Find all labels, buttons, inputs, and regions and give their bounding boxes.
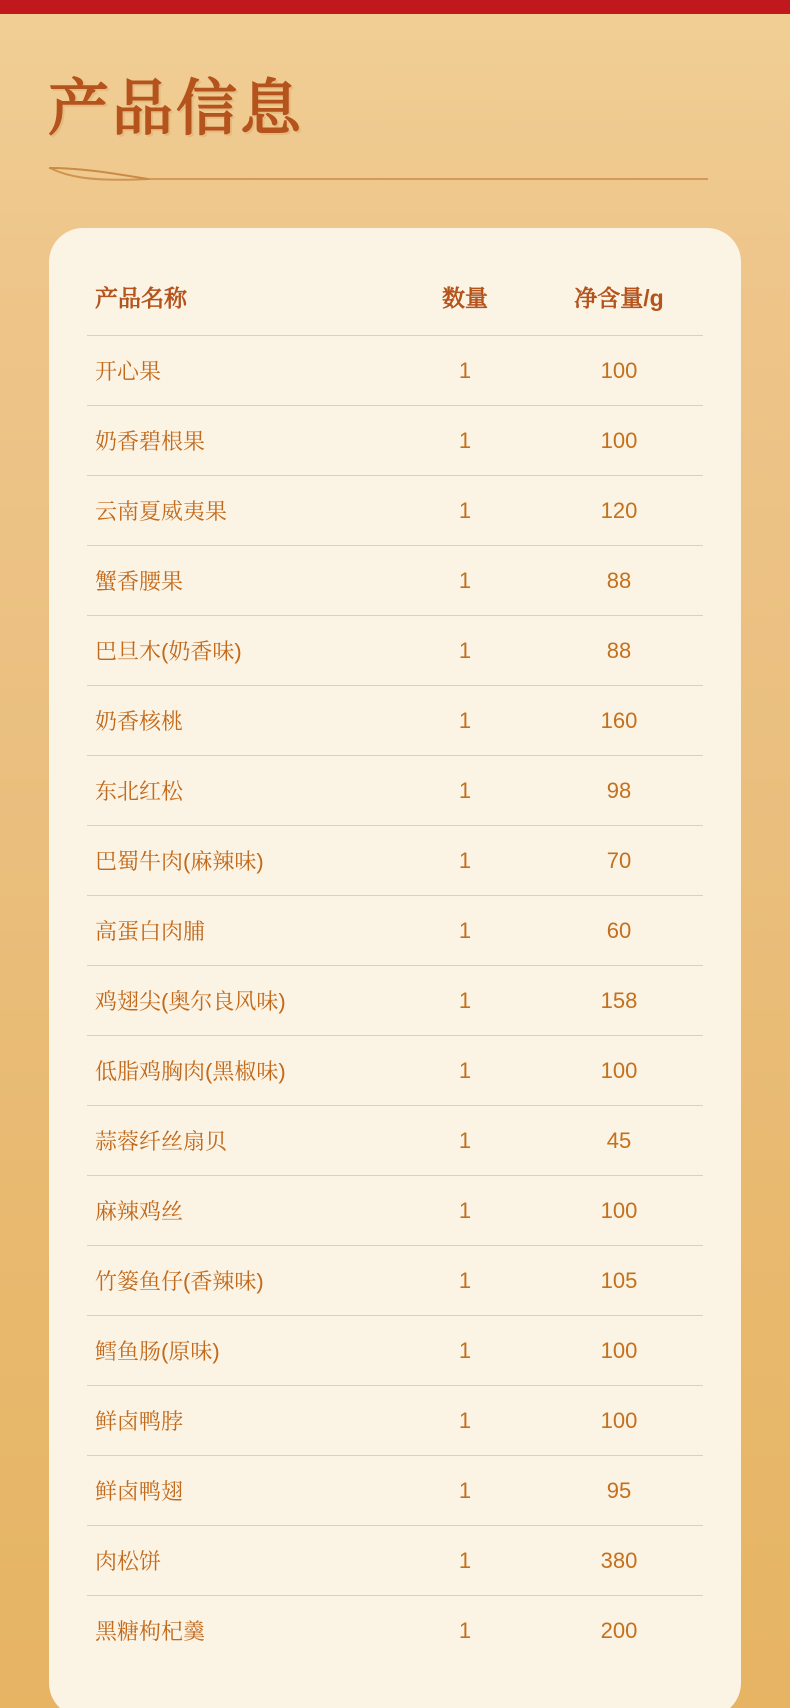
table-row (87, 966, 703, 1036)
cell-net-weight: 105 (535, 1246, 703, 1316)
cell-net-weight: 100 (535, 1386, 703, 1456)
cell-net-weight: 100 (535, 336, 703, 406)
page-content (0, 14, 790, 1708)
title-block (0, 14, 790, 192)
table-header-row (87, 272, 703, 336)
table-row (87, 896, 703, 966)
cell-product-name: 竹篓鱼仔(香辣味) (87, 1246, 395, 1316)
cell-quantity: 1 (395, 546, 535, 616)
cell-net-weight: 70 (535, 826, 703, 896)
cell-product-name: 奶香碧根果 (87, 406, 395, 476)
cell-net-weight: 160 (535, 686, 703, 756)
table-header (87, 272, 703, 336)
column-header-qty: 数量 (442, 285, 488, 312)
table-row (87, 1456, 703, 1526)
cell-quantity: 1 (395, 1316, 535, 1386)
cell-quantity: 1 (395, 1176, 535, 1246)
table-row (87, 1176, 703, 1246)
table-row (87, 1596, 703, 1666)
cell-quantity: 1 (395, 826, 535, 896)
cell-quantity: 1 (395, 966, 535, 1036)
cell-product-name: 黑糖枸杞羹 (87, 1596, 395, 1666)
table-row (87, 686, 703, 756)
cell-quantity: 1 (395, 336, 535, 406)
table-row (87, 1316, 703, 1386)
cell-product-name: 蟹香腰果 (87, 546, 395, 616)
divider-line (143, 178, 708, 180)
cell-quantity: 1 (395, 1456, 535, 1526)
cell-product-name: 鳕鱼肠(原味) (87, 1316, 395, 1386)
table-row (87, 826, 703, 896)
table-row (87, 1036, 703, 1106)
table-row (87, 1386, 703, 1456)
title-divider (48, 166, 708, 192)
cell-net-weight: 100 (535, 1176, 703, 1246)
table-row (87, 1246, 703, 1316)
cell-quantity: 1 (395, 756, 535, 826)
cell-product-name: 东北红松 (87, 756, 395, 826)
table-row (87, 476, 703, 546)
cell-product-name: 巴蜀牛肉(麻辣味) (87, 826, 395, 896)
table-row (87, 336, 703, 406)
cell-net-weight: 60 (535, 896, 703, 966)
table-row (87, 546, 703, 616)
cell-product-name: 巴旦木(奶香味) (87, 616, 395, 686)
cell-quantity: 1 (395, 686, 535, 756)
cell-product-name: 奶香核桃 (87, 686, 395, 756)
cell-product-name: 鸡翅尖(奥尔良风味) (87, 966, 395, 1036)
cell-quantity: 1 (395, 1106, 535, 1176)
cell-product-name: 鲜卤鸭脖 (87, 1386, 395, 1456)
cell-quantity: 1 (395, 406, 535, 476)
cell-product-name: 肉松饼 (87, 1526, 395, 1596)
cell-quantity: 1 (395, 476, 535, 546)
cell-product-name: 高蛋白肉脯 (87, 896, 395, 966)
cell-product-name: 低脂鸡胸肉(黑椒味) (87, 1036, 395, 1106)
cell-product-name: 云南夏威夷果 (87, 476, 395, 546)
cell-quantity: 1 (395, 1386, 535, 1456)
product-table (87, 272, 703, 1665)
cell-net-weight: 100 (535, 406, 703, 476)
cell-quantity: 1 (395, 1246, 535, 1316)
swoosh-icon (48, 166, 158, 192)
cell-product-name: 蒜蓉纤丝扇贝 (87, 1106, 395, 1176)
cell-net-weight: 100 (535, 1036, 703, 1106)
column-header-weight: 净含量/g (574, 285, 664, 312)
cell-net-weight: 45 (535, 1106, 703, 1176)
cell-product-name: 麻辣鸡丝 (87, 1176, 395, 1246)
cell-quantity: 1 (395, 1526, 535, 1596)
cell-product-name: 开心果 (87, 336, 395, 406)
cell-net-weight: 95 (535, 1456, 703, 1526)
cell-net-weight: 120 (535, 476, 703, 546)
cell-net-weight: 100 (535, 1316, 703, 1386)
table-row (87, 406, 703, 476)
cell-product-name: 鲜卤鸭翅 (87, 1456, 395, 1526)
cell-quantity: 1 (395, 1036, 535, 1106)
column-header-name: 产品名称 (95, 285, 187, 312)
product-table-card (49, 228, 741, 1708)
cell-net-weight: 200 (535, 1596, 703, 1666)
cell-net-weight: 380 (535, 1526, 703, 1596)
table-row (87, 756, 703, 826)
cell-net-weight: 158 (535, 966, 703, 1036)
top-accent-bar (0, 0, 790, 14)
table-row (87, 616, 703, 686)
cell-quantity: 1 (395, 616, 535, 686)
cell-net-weight: 88 (535, 616, 703, 686)
cell-net-weight: 88 (535, 546, 703, 616)
table-row (87, 1526, 703, 1596)
cell-quantity: 1 (395, 896, 535, 966)
table-row (87, 1106, 703, 1176)
table-body (87, 336, 703, 1666)
page-title: 产品信息 (48, 74, 305, 142)
cell-net-weight: 98 (535, 756, 703, 826)
cell-quantity: 1 (395, 1596, 535, 1666)
